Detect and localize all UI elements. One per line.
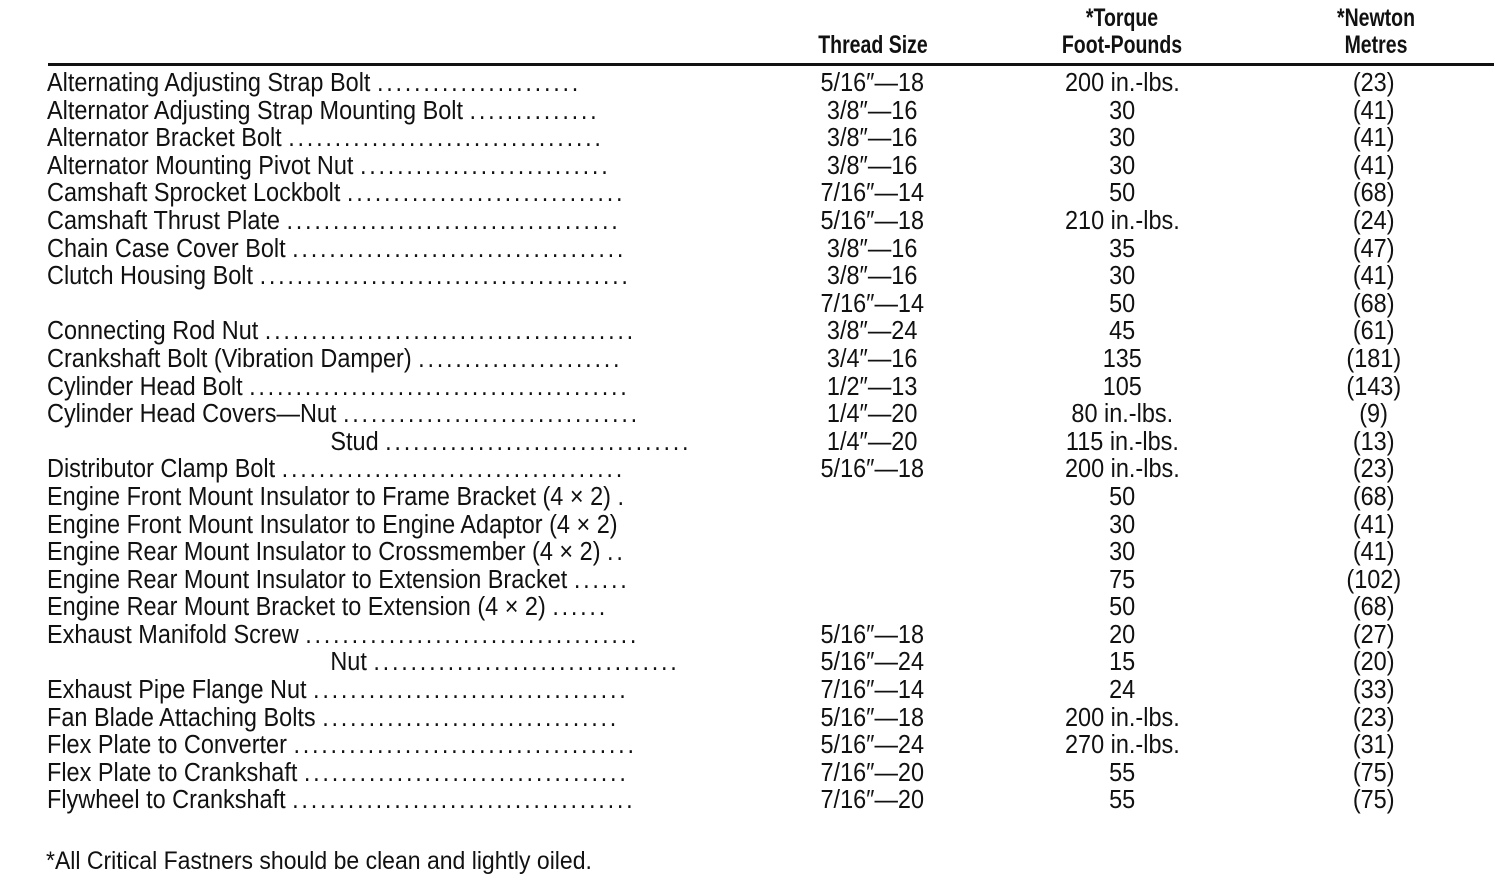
newton-metres-value [1254, 70, 1494, 98]
component-description [47, 208, 747, 236]
component-description [47, 429, 747, 457]
dot-leader: ................................. [373, 649, 680, 677]
newton-metres-value-text: (27) [1353, 621, 1395, 649]
component-description [47, 70, 747, 98]
dot-leader: ...... [552, 594, 608, 622]
torque-foot-pounds-value [1002, 291, 1242, 319]
torque-foot-pounds-value-text: 30 [1108, 263, 1136, 291]
thread-size-value [752, 539, 992, 567]
torque-foot-pounds-value [1002, 180, 1242, 208]
header-torque [1036, 5, 1208, 59]
torque-foot-pounds-value-text: 30 [1108, 97, 1136, 125]
component-name: Stud [330, 428, 379, 456]
component-description [47, 677, 747, 705]
torque-foot-pounds-value-text: 20 [1108, 621, 1136, 649]
header-torque-line1: *Torque [1085, 4, 1159, 32]
torque-foot-pounds-value-text: 80 in.-lbs. [1071, 401, 1173, 429]
component-description [47, 98, 747, 126]
thread-size-value-text: 3/8″—16 [826, 263, 918, 291]
table-row [0, 153, 1504, 181]
component-description [47, 787, 747, 815]
dot-leader: .. [607, 539, 626, 567]
torque-foot-pounds-value [1002, 263, 1242, 291]
torque-foot-pounds-value-text: 24 [1108, 677, 1136, 705]
component-description [47, 760, 747, 788]
torque-foot-pounds-value [1002, 594, 1242, 622]
thread-size-value [752, 153, 992, 181]
header-thread-size [787, 32, 959, 59]
component-description [47, 705, 747, 733]
thread-size-value [752, 318, 992, 346]
dot-leader: .............. [469, 97, 600, 125]
table-row [0, 401, 1504, 429]
torque-foot-pounds-value-text: 115 in.-lbs. [1065, 428, 1179, 456]
newton-metres-value [1254, 567, 1494, 595]
component-description [47, 374, 747, 402]
component-name: Alternating Adjusting Strap Bolt [47, 70, 371, 97]
table-row [0, 263, 1504, 291]
table-row [0, 346, 1504, 374]
dot-leader: ................................ [342, 401, 640, 429]
table-row [0, 374, 1504, 402]
torque-foot-pounds-value-text: 30 [1108, 152, 1136, 180]
component-name: Chain Case Cover Bolt [47, 235, 286, 263]
component-name: Flex Plate to Converter [47, 732, 287, 760]
component-description [47, 291, 747, 319]
torque-foot-pounds-value [1002, 622, 1242, 650]
newton-metres-value-text: (75) [1353, 787, 1395, 815]
thread-size-value-text: 3/8″—24 [826, 318, 918, 346]
dot-leader: ......................................... [249, 373, 630, 401]
dot-leader: ........................... [359, 152, 611, 180]
dot-leader: .................................. [288, 125, 604, 153]
thread-size-value [752, 760, 992, 788]
header-newton-line2: Metres [1344, 31, 1408, 59]
torque-foot-pounds-value [1002, 484, 1242, 512]
newton-metres-value-text: (41) [1353, 152, 1395, 180]
newton-metres-value-text: (33) [1353, 677, 1395, 705]
newton-metres-value-text: (24) [1353, 207, 1395, 235]
component-name: Engine Rear Mount Insulator to Extension Bracket [47, 566, 568, 594]
thread-size-value [752, 787, 992, 815]
thread-size-value [752, 677, 992, 705]
component-name: Distributor Clamp Bolt [47, 456, 276, 484]
table-row [0, 98, 1504, 126]
thread-size-value [752, 622, 992, 650]
newton-metres-value-text: (102) [1346, 566, 1402, 594]
newton-metres-value-text: (41) [1353, 125, 1395, 153]
torque-foot-pounds-value [1002, 567, 1242, 595]
table-row [0, 594, 1504, 622]
newton-metres-value [1254, 649, 1494, 677]
torque-foot-pounds-value [1002, 401, 1242, 429]
table-row [0, 539, 1504, 567]
newton-metres-value [1254, 787, 1494, 815]
torque-foot-pounds-value [1002, 429, 1242, 457]
table-row [0, 125, 1504, 153]
table-row [0, 649, 1504, 677]
torque-foot-pounds-value-text: 50 [1108, 180, 1136, 208]
thread-size-value-text: 3/4″—16 [826, 345, 918, 373]
torque-foot-pounds-value [1002, 456, 1242, 484]
newton-metres-value [1254, 484, 1494, 512]
component-name: Alternator Adjusting Strap Mounting Bolt [47, 97, 464, 125]
newton-metres-value [1254, 125, 1494, 153]
thread-size-value-text: 3/8″—16 [826, 152, 918, 180]
thread-size-value-text: 7/16″—14 [820, 180, 924, 208]
dot-leader: ................................... [303, 759, 629, 787]
component-name: Engine Front Mount Insulator to Engine Adaptor (4 × 2) [47, 511, 618, 539]
newton-metres-value-text: (75) [1353, 759, 1395, 787]
thread-size-value [752, 705, 992, 733]
header-newton-line1: *Newton [1337, 4, 1415, 32]
thread-size-value [752, 374, 992, 402]
torque-foot-pounds-value-text: 50 [1108, 594, 1136, 622]
component-description [47, 346, 747, 374]
thread-size-value-text: 5/16″—24 [820, 732, 924, 760]
torque-foot-pounds-value [1002, 236, 1242, 264]
newton-metres-value-text: (47) [1353, 235, 1395, 263]
component-description [47, 401, 747, 429]
component-description [47, 263, 747, 291]
newton-metres-value [1254, 98, 1494, 126]
thread-size-value [752, 236, 992, 264]
torque-foot-pounds-value-text: 200 in.-lbs. [1064, 704, 1180, 732]
footnote: *All Critical Fastners should be clean and lightly oiled. [46, 847, 592, 875]
component-name: Alternator Mounting Pivot Nut [47, 152, 354, 180]
component-name: Camshaft Sprocket Lockbolt [47, 180, 341, 208]
thread-size-value-text: 7/16″—14 [820, 677, 924, 705]
newton-metres-value-text: (68) [1353, 483, 1395, 511]
table-row [0, 705, 1504, 733]
thread-size-value [752, 346, 992, 374]
thread-size-value-text: 3/8″—16 [826, 235, 918, 263]
torque-foot-pounds-value-text: 55 [1108, 759, 1136, 787]
thread-size-value [752, 456, 992, 484]
torque-foot-pounds-value [1002, 649, 1242, 677]
thread-size-value-text: 7/16″—20 [820, 759, 924, 787]
newton-metres-value-text: (68) [1353, 180, 1395, 208]
dot-leader: .................................... [305, 621, 640, 649]
newton-metres-value [1254, 263, 1494, 291]
thread-size-value [752, 732, 992, 760]
component-description [47, 456, 747, 484]
torque-foot-pounds-value-text: 270 in.-lbs. [1064, 732, 1180, 760]
component-name: Nut [330, 649, 367, 677]
torque-foot-pounds-value-text: 200 in.-lbs. [1064, 70, 1180, 97]
newton-metres-value-text: (9) [1359, 401, 1389, 429]
newton-metres-value [1254, 346, 1494, 374]
torque-foot-pounds-value-text: 50 [1108, 290, 1136, 318]
torque-foot-pounds-value [1002, 512, 1242, 540]
newton-metres-value-text: (61) [1353, 318, 1395, 346]
torque-foot-pounds-value [1002, 346, 1242, 374]
component-description [47, 649, 747, 677]
newton-metres-value [1254, 677, 1494, 705]
thread-size-value-text: 5/16″—18 [820, 621, 924, 649]
thread-size-value-text: 3/8″—16 [826, 125, 918, 153]
newton-metres-value-text: (20) [1353, 649, 1395, 677]
dot-leader: ................................. [385, 428, 692, 456]
thread-size-value [752, 291, 992, 319]
table-row [0, 180, 1504, 208]
torque-foot-pounds-value [1002, 318, 1242, 346]
thread-size-value-text: 5/16″—24 [820, 649, 924, 677]
torque-foot-pounds-value [1002, 153, 1242, 181]
table-row [0, 732, 1504, 760]
thread-size-value-text: 5/16″—18 [820, 456, 924, 484]
newton-metres-value [1254, 705, 1494, 733]
newton-metres-value [1254, 429, 1494, 457]
thread-size-value-text: 5/16″—18 [820, 704, 924, 732]
thread-size-value [752, 98, 992, 126]
table-row [0, 456, 1504, 484]
dot-leader: .................................... [292, 235, 627, 263]
torque-foot-pounds-value [1002, 760, 1242, 788]
table-row [0, 567, 1504, 595]
newton-metres-value-text: (41) [1353, 263, 1395, 291]
table-row [0, 760, 1504, 788]
table-row [0, 236, 1504, 264]
newton-metres-value-text: (181) [1346, 345, 1402, 373]
component-description [47, 732, 747, 760]
thread-size-value [752, 484, 992, 512]
newton-metres-value-text: (31) [1353, 732, 1395, 760]
thread-size-value [752, 125, 992, 153]
thread-size-value-text: 5/16″—18 [820, 207, 924, 235]
component-name: Camshaft Thrust Plate [47, 207, 280, 235]
torque-foot-pounds-value-text: 105 [1102, 373, 1142, 401]
table-row [0, 622, 1504, 650]
dot-leader: ...................... [376, 70, 582, 97]
dot-leader: .................................. [313, 677, 629, 705]
dot-leader: .............................. [346, 180, 626, 208]
component-description [47, 318, 747, 346]
newton-metres-value-text: (23) [1353, 704, 1395, 732]
torque-foot-pounds-value-text: 210 in.-lbs. [1064, 207, 1180, 235]
torque-foot-pounds-value-text: 135 [1102, 345, 1142, 373]
component-name: Fan Blade Attaching Bolts [47, 704, 316, 732]
torque-foot-pounds-value [1002, 732, 1242, 760]
component-name: Cylinder Head Bolt [47, 373, 243, 401]
newton-metres-value-text: (143) [1346, 373, 1402, 401]
header-torque-line2: Foot-Pounds [1061, 31, 1183, 59]
torque-foot-pounds-value-text: 30 [1108, 539, 1136, 567]
table-row [0, 677, 1504, 705]
newton-metres-value-text: (23) [1353, 456, 1395, 484]
table-row [0, 70, 1504, 98]
newton-metres-value [1254, 594, 1494, 622]
component-name: Cylinder Head Covers—Nut [47, 401, 337, 429]
newton-metres-value-text: (68) [1353, 290, 1395, 318]
thread-size-value-text: 3/8″—16 [826, 97, 918, 125]
component-name: Flex Plate to Crankshaft [47, 759, 298, 787]
torque-foot-pounds-value-text: 55 [1108, 787, 1136, 815]
newton-metres-value [1254, 512, 1494, 540]
header-rule [48, 63, 1494, 66]
torque-foot-pounds-value-text: 75 [1108, 566, 1136, 594]
dot-leader: .................................... [286, 207, 621, 235]
table-row [0, 429, 1504, 457]
torque-foot-pounds-value [1002, 208, 1242, 236]
newton-metres-value-text: (68) [1353, 594, 1395, 622]
component-description [47, 180, 747, 208]
newton-metres-value [1254, 153, 1494, 181]
component-name: Flywheel to Crankshaft [47, 787, 286, 815]
component-name: Connecting Rod Nut [47, 318, 259, 346]
newton-metres-value-text: (41) [1353, 97, 1395, 125]
torque-foot-pounds-value-text: 30 [1108, 511, 1136, 539]
thread-size-value [752, 567, 992, 595]
torque-foot-pounds-value [1002, 705, 1242, 733]
component-description [47, 484, 747, 512]
component-description [47, 567, 747, 595]
component-name: Engine Rear Mount Insulator to Crossmember (4 × 2) [47, 539, 601, 567]
component-name: Exhaust Manifold Screw [47, 621, 299, 649]
newton-metres-value [1254, 208, 1494, 236]
dot-leader: ................................ [322, 704, 620, 732]
torque-foot-pounds-value-text: 30 [1108, 125, 1136, 153]
table-row [0, 787, 1504, 815]
torque-foot-pounds-value-text: 15 [1108, 649, 1136, 677]
header-thread-size-label: Thread Size [818, 31, 928, 59]
dot-leader: ........................................ [259, 263, 631, 291]
thread-size-value-text: 1/4″—20 [826, 401, 918, 429]
newton-metres-value [1254, 401, 1494, 429]
header-newton [1290, 5, 1462, 59]
newton-metres-value [1254, 291, 1494, 319]
torque-foot-pounds-value [1002, 374, 1242, 402]
thread-size-value-text: 1/4″—20 [826, 428, 918, 456]
component-name: Alternator Bracket Bolt [47, 125, 282, 153]
table-row [0, 208, 1504, 236]
dot-leader: ...... [573, 566, 630, 594]
component-name: Engine Front Mount Insulator to Frame Bracket (4 × 2) [47, 483, 611, 511]
newton-metres-value [1254, 374, 1494, 402]
thread-size-value [752, 649, 992, 677]
torque-foot-pounds-value [1002, 98, 1242, 126]
torque-foot-pounds-value-text: 50 [1108, 483, 1136, 511]
thread-size-value [752, 70, 992, 98]
torque-foot-pounds-value-text: 200 in.-lbs. [1064, 456, 1180, 484]
torque-foot-pounds-value [1002, 70, 1242, 98]
newton-metres-value [1254, 180, 1494, 208]
newton-metres-value [1254, 622, 1494, 650]
component-description [47, 153, 747, 181]
thread-size-value-text: 7/16″—14 [820, 290, 924, 318]
newton-metres-value [1254, 236, 1494, 264]
newton-metres-value [1254, 539, 1494, 567]
table-row [0, 291, 1504, 319]
newton-metres-value [1254, 760, 1494, 788]
thread-size-value [752, 594, 992, 622]
newton-metres-value-text: (23) [1353, 70, 1395, 97]
dot-leader: ..................................... [292, 787, 636, 815]
component-description [47, 125, 747, 153]
thread-size-value-text: 7/16″—20 [820, 787, 924, 815]
component-name: Exhaust Pipe Flange Nut [47, 677, 307, 705]
component-name: Clutch Housing Bolt [47, 263, 254, 291]
torque-foot-pounds-value-text: 45 [1108, 318, 1136, 346]
thread-size-value [752, 512, 992, 540]
thread-size-value [752, 429, 992, 457]
thread-size-value [752, 401, 992, 429]
component-description [47, 622, 747, 650]
torque-foot-pounds-value [1002, 677, 1242, 705]
dot-leader: . [617, 483, 627, 511]
thread-size-value [752, 208, 992, 236]
component-description [47, 594, 747, 622]
newton-metres-value [1254, 732, 1494, 760]
thread-size-value-text: 1/2″—13 [826, 373, 918, 401]
component-name: Crankshaft Bolt (Vibration Damper) [47, 345, 412, 373]
dot-leader: ...................... [418, 345, 623, 373]
component-description [47, 512, 747, 540]
dot-leader: ..................................... [281, 456, 625, 484]
torque-foot-pounds-value-text: 35 [1108, 235, 1136, 263]
newton-metres-value [1254, 456, 1494, 484]
dot-leader: ..................................... [293, 732, 637, 760]
component-description [47, 539, 747, 567]
component-description [47, 236, 747, 264]
table-row [0, 512, 1504, 540]
newton-metres-value-text: (41) [1353, 539, 1395, 567]
torque-foot-pounds-value [1002, 125, 1242, 153]
newton-metres-value-text: (41) [1353, 511, 1395, 539]
dot-leader: ........................................ [264, 318, 636, 346]
thread-size-value [752, 263, 992, 291]
component-name: Engine Rear Mount Bracket to Extension (4 × 2) [47, 594, 546, 622]
spec-table [0, 70, 1504, 815]
thread-size-value-text: 5/16″—18 [820, 70, 924, 97]
table-row [0, 484, 1504, 512]
torque-foot-pounds-value [1002, 787, 1242, 815]
torque-foot-pounds-value [1002, 539, 1242, 567]
newton-metres-value-text: (13) [1353, 428, 1395, 456]
thread-size-value [752, 180, 992, 208]
table-row [0, 318, 1504, 346]
newton-metres-value [1254, 318, 1494, 346]
